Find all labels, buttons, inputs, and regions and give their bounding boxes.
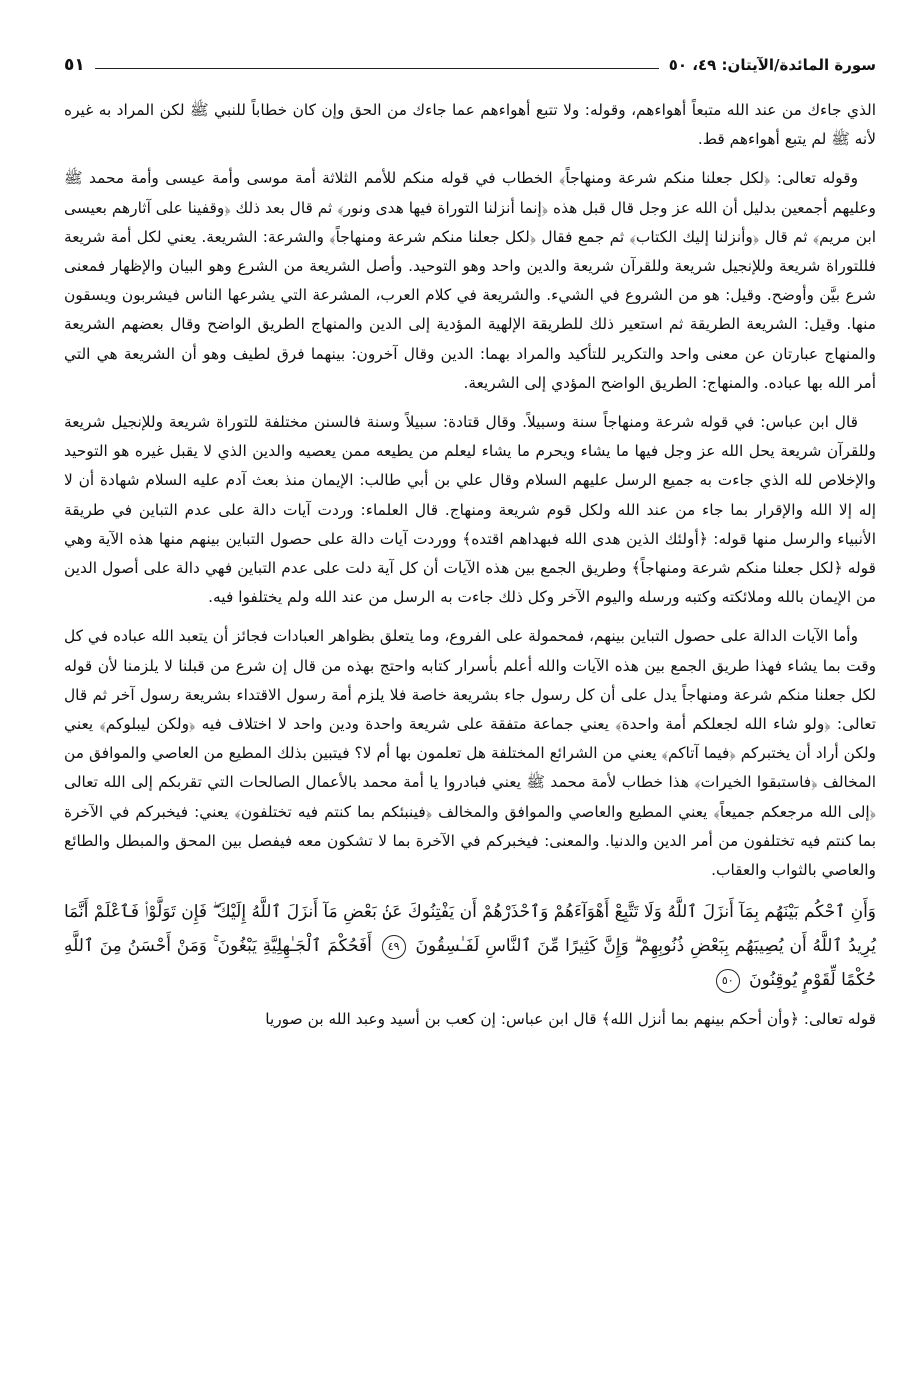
paragraph-1: الذي جاءك من عند الله متبعاً أهواءهم، وقوله: ولا تتبع أهواءهم عما جاءك من الحق وإن كان خطاباً للنبي ﷺ لكن المراد به غيره لأنه ﷺ لم يتبع أهواءهم قط. <box>64 101 876 149</box>
quran-verse-block <box>64 895 876 997</box>
running-title: سورة المائدة/الآيتان: ٤٩، ٥٠ <box>668 56 876 74</box>
header-rule <box>95 68 659 69</box>
paragraph-4: وأما الآيات الدالة على حصول التباين بينهم، فمحمولة على الفروع، وما يتعلق بظواهر العبادات فجائز أن يتعبد الله عباده في كل وقت بما يشاء فهذا طريق الجمع بين هذه الآيات والله أعلم بأسرار كتابه واحتج بهذه من قال إن شرع من قبلنا لا يلزمنا لأن قوله لكل جعلنا منكم شرعة ومنهاجاً يدل على أن كل رسول جاء بشريعة خاصة فلا يلزم أمة رسول الاقتداء بشريعة رسول آخر ثم قال تعالى: ﴿ولو شاء الله لجعلكم أمة واحدة﴾ يعني جماعة متفقة على شريعة واحدة ودين واحد لا اختلاف فيه ﴿ولكن ليبلوكم﴾ يعني ولكن أراد أن يختبركم ﴿فيما آتاكم﴾ يعني من الشرائع المختلفة هل تعلمون بها أم لا؟ فيتبين بذلك المطيع من العاصي والموافق من المخالف ﴿فاستبقوا الخيرات﴾ هذا خطاب لأمة محمد ﷺ يعني فبادروا يا أمة محمد بالأعمال الصالحات التي تقربكم إلى الله تعالى ﴿إلى الله مرجعكم جميعاً﴾ يعني المطيع والعاصي والموافق والمخالف ﴿فينبئكم بما كنتم فيه تختلفون﴾ يعني: فيخبركم في الآخرة بما كنتم فيه تختلفون من أمر الدين والدنيا. والمعنى: فيخبركم في الآخرة بما لا تشكون معه فيفصل بين المحق والمبطل والطائع والعاصي بالثواب والعقاب. <box>64 627 876 880</box>
paragraph-3: قال ابن عباس: في قوله شرعة ومنهاجاً سنة وسبيلاً. وقال قتادة: سبيلاً وسنة فالسنن مختلفة للتوراة شريعة وللإنجيل شريعة وللقرآن شريعة يحل الله عز وجل فيها ما يشاء ويحرم ما يشاء ليعلم من يطيعه ممن يعصيه والدين الذي لا يقبل غيره هو التوحيد والإخلاص لله الذي جاءت به جميع الرسل عليهم السلام وقال علي بن أبي طالب: الإيمان منذ بعث آدم عليه السلام شهادة أن لا إله إلا الله والإقرار بما جاء من عند الله ولكل قوم شريعة ومنهاج. قال العلماء: وردت آيات دالة على عدم التباين في طريقة الأنبياء والرسل منها قوله: ﴿أولئك الذين هدى الله فبهداهم اقتده﴾ ووردت آيات دالة على حصول التباين بينهم منها هذه الآية وهي قوله ﴿لكل جعلنا منكم شرعة ومنهاجاً﴾ وطريق الجمع بين هذه الآيات أن كل آية دلت على عدم التباين فهي دالة على أصول الدين من الإيمان بالله وملائكته وكتبه ورسله واليوم الآخر وكل ذلك جاءت به الرسل من عند الله ولم يختلفوا فيه. <box>64 413 876 607</box>
page-number: ٥١ <box>64 55 85 75</box>
page-body <box>64 96 876 1044</box>
page-header <box>64 52 876 78</box>
verse-49-text: وَأَنِ ٱحْكُم بَيْنَهُم بِمَآ أَنزَلَ ٱللَّهُ وَلَا تَتَّبِعْ أَهْوَآءَهُمْ وَٱحْذَرْهُمْ أَن يَفْتِنُوكَ عَنۢ بَعْضِ مَآ أَنزَلَ ٱللَّهُ إِلَيْكَ ۖ فَإِن تَوَلَّوْا۟ فَٱعْلَمْ أَنَّمَا يُرِيدُ ٱللَّهُ أَن يُصِيبَهُم بِبَعْضِ ذُنُوبِهِمْ ۗ وَإِنَّ كَثِيرًا مِّنَ ٱلنَّاسِ لَفَـٰسِقُونَ <box>64 902 877 957</box>
paragraph-2: وقوله تعالى: ﴿لكل جعلنا منكم شرعة ومنهاجاً﴾ الخطاب في قوله منكم للأمم الثلاثة أمة موسى وأمة عيسى وأمة محمد ﷺ وعليهم أجمعين بدليل أن الله عز وجل قال قبل هذه ﴿إنما أنزلنا التوراة فيها هدى ونور﴾ ثم قال بعد ذلك ﴿وقفينا على آثارهم بعيسى ابن مريم﴾ ثم قال ﴿وأنزلنا إليك الكتاب﴾ ثم جمع فقال ﴿لكل جعلنا منكم شرعة ومنهاجاً﴾ والشرعة: الشريعة. يعني لكل أمة شريعة فللتوراة شريعة وللإنجيل شريعة وللقرآن شريعة والدين واحد وهو التوحيد. وأصل الشريعة من الشرع وهو البيان والإظهار فمعنى شرع بيَّن وأوضح. وقيل: هو من الشروع في الشيء. والشريعة في كلام العرب، المشرعة التي يشرعها الناس فيشربون ويسقون منها. وقيل: الشريعة الطريقة ثم استعير ذلك للطريقة الإلهية المؤدية إلى الدين والمنهاج الطريق الواضح وقال بعضهم الشريعة والمنهاج عبارتان عن معنى واحد والتكرير للتأكيد والمراد بهما: الدين وقال آخرون: بينهما فرق لطيف وهو أن الشريعة هي التي أمر الله بها عباده. والمنهاج: الطريق الواضح المؤدي إلى الشريعة. <box>64 169 876 392</box>
verse-50-text: أَفَحُكْمَ ٱلْجَـٰهِلِيَّةِ يَبْغُونَ ۚ وَمَنْ أَحْسَنُ مِنَ ٱللَّهِ حُكْمًا لِّقَوْمٍ يُوقِنُونَ <box>64 936 876 991</box>
verse-49-number-marker: ٤٩ <box>382 935 406 959</box>
verse-50-number-marker: ٥٠ <box>716 969 740 993</box>
paragraph-commentary-start: قوله تعالى: ﴿وأن أحكم بينهم بما أنزل الله﴾ قال ابن عباس: إن كعب بن أسيد وعبد الله بن صوريا <box>265 1010 876 1029</box>
